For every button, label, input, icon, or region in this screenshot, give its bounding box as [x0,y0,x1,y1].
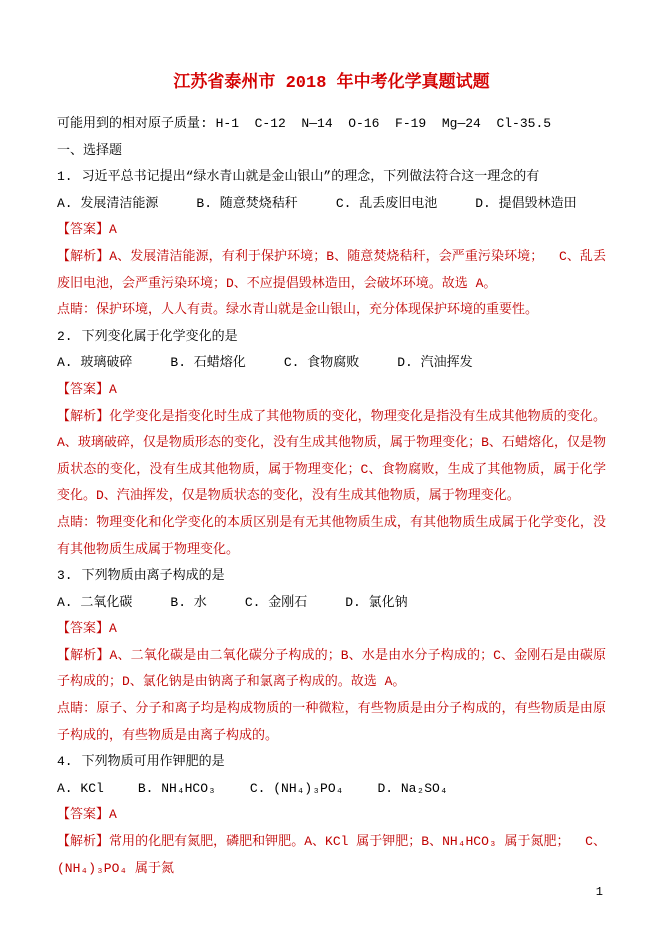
answer-label: 【答案】 [57,807,110,823]
options-row [57,776,606,803]
tip-paragraph: 点睛：原子、分子和离子均是构成物质的一种微粒，有些物质是由分子构成的，有些物质是由原子构成的，有些物质是由离子构成的。 [57,701,606,743]
question-block-2 [57,324,606,563]
page-number: 1 [595,885,603,899]
option-c: C. 金刚石 [244,594,308,610]
question-number: 1. [57,169,73,185]
question-stem [57,563,606,590]
question-number: 4. [57,754,73,770]
option-b: B. 水 [170,594,207,610]
answer-value: A [109,621,117,637]
document-content [57,72,606,882]
tip-paragraph: 点睛：物理变化和化学变化的本质区别是有无其他物质生成，有其他物质生成属于化学变化，没有其他物质生成属于物理变化。 [57,514,606,557]
answer-label: 【答案】 [57,222,110,238]
options-row [57,191,606,218]
question-text: 习近平总书记提出“绿水青山就是金山银山”的理念，下列做法符合这一理念的有 [81,169,540,185]
option-d: D. Na₂SO₄ [377,780,448,796]
option-d: D. 氯化钠 [345,594,408,610]
analysis-paragraph: 【解析】A、发展清洁能源，有利于保护环境；B、随意焚烧秸秆，会严重污染环境； C、乱丢废旧电池，会严重污染环境；D、不应提倡毁林造田，会破坏环境。故选 A。 [57,248,606,291]
option-c: C. 食物腐败 [283,355,360,371]
option-a: A. 二氧化碳 [57,594,133,610]
atomic-mass-line: 可能用到的相对原子质量: H-1 C-12 N—14 O-16 F-19 Mg—24 Cl-35.5 [57,116,552,131]
option-d: D. 汽油挥发 [397,355,473,371]
question-text: 下列物质由离子构成的是 [81,568,225,584]
answer-line [57,616,606,643]
question-number: 3. [57,568,73,584]
analysis-paragraph: 【解析】A、二氧化碳是由二氧化碳分子构成的；B、水是由水分子构成的；C、金刚石是由碳原子构成的；D、氯化钠是由钠离子和氯离子构成的。故选 A。 [57,647,606,690]
document-title: 江苏省泰州市 2018 年中考化学真题试题 [173,74,490,93]
analysis-paragraph: 【解析】化学变化是指变化时生成了其他物质的变化，物理变化是指没有生成其他物质的变化。A、玻璃破碎，仅是物质形态的变化，没有生成其他物质，属于物理变化；B、石蜡熔化，仅是物质状态的变化，没有生成其他物质，属于物理变化；C、食物腐败，生成了其他物质，属于化学变化。D、汽油挥发，仅是物质状态的变化，没有生成其他物质，属于物理变化。 [57,408,606,504]
analysis-paragraph: 【解析】常用的化肥有氮肥，磷肥和钾肥。A、KCl 属于钾肥；B、NH₄HCO₃ 属于氮肥； C、(NH₄)₃PO₄ 属于氮 [57,834,606,876]
answer-line [57,802,606,829]
answer-value: A [109,222,117,238]
question-number: 2. [57,328,73,344]
answer-value: A [109,807,117,823]
question-stem [57,749,606,776]
question-stem [57,164,606,191]
answer-label: 【答案】 [57,621,110,637]
answer-value: A [109,381,117,397]
answer-line [57,377,606,404]
answer-label: 【答案】 [57,381,110,397]
question-stem [57,324,606,351]
option-a: A. 发展清洁能源 [57,195,159,211]
question-text: 下列物质可用作钾肥的是 [81,754,225,770]
options-row [57,350,606,377]
option-a: A. 玻璃破碎 [57,355,133,371]
option-a: A. KCl [57,780,104,796]
question-block-4 [57,749,606,882]
option-c: C. 乱丢废旧电池 [335,195,438,211]
option-b: B. 随意焚烧秸秆 [196,195,298,211]
tip-paragraph: 点睛：保护环境，人人有责。绿水青山就是金山银山，充分体现保护环境的重要性。 [57,302,539,318]
option-b: B. NH₄HCO₃ [137,780,216,796]
option-b: B. 石蜡熔化 [170,355,246,371]
question-text: 下列变化属于化学变化的是 [81,328,238,344]
option-c: C. (NH₄)₃PO₄ [249,780,344,796]
question-block-3 [57,563,606,749]
question-block-1 [57,164,606,324]
option-d: D. 提倡毁林造田 [475,195,577,211]
answer-line [57,217,606,244]
options-row [57,590,606,617]
section-heading: 一、选择题 [57,142,123,158]
